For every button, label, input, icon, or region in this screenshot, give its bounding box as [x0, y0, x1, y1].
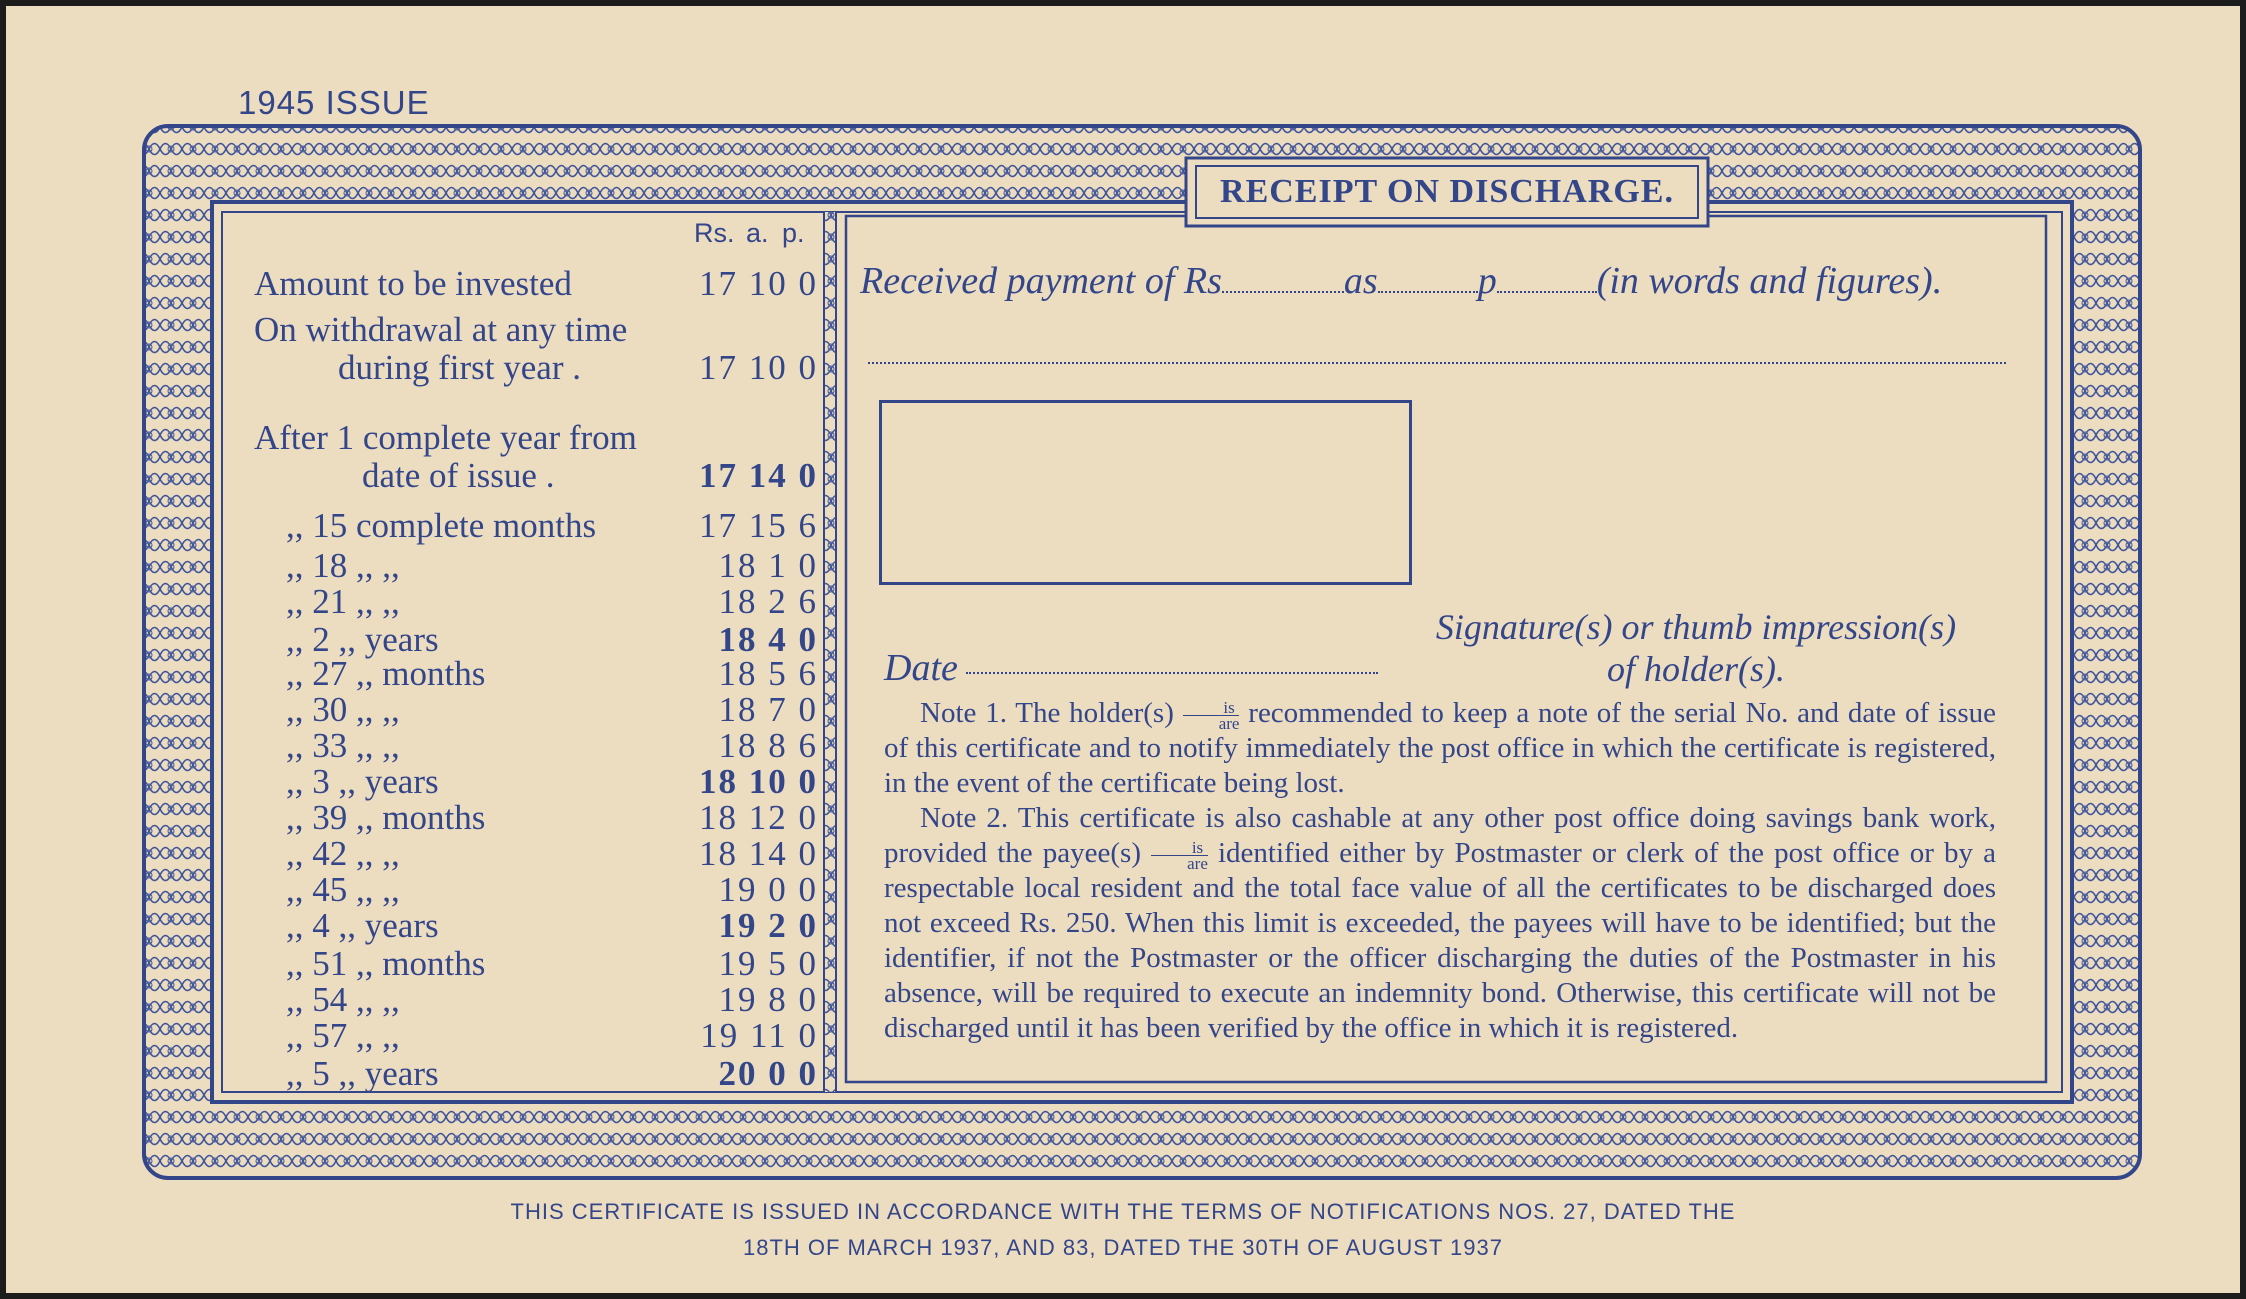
table-row-label: ,, 57 ,, ,,: [286, 1016, 400, 1055]
table-row-amount: 19 5 0: [718, 944, 818, 983]
table-row-amount: 19 8 0: [718, 980, 818, 1019]
footer-notice: [6, 1194, 2240, 1266]
table-row-label: ,, 2 ,, years: [286, 620, 439, 659]
table-row-amount: 18 12 0: [699, 798, 818, 837]
frac-top: is: [1183, 700, 1240, 716]
certificate-card: [6, 6, 2240, 1293]
table-row-amount: 18 5 6: [718, 654, 818, 693]
table-row-label: On withdrawal at any time: [254, 310, 628, 349]
note-1-end: recommended to keep a note of the serial No. and date of issue of this certificate and to notify immediately the post office in which the certificate is registered, in the event of the certificate being lost.: [884, 697, 1996, 799]
column-header-p: p.: [782, 218, 805, 248]
table-row-label: during first year .: [338, 348, 581, 387]
footer-line1: THIS CERTIFICATE IS ISSUED IN ACCORDANCE WITH THE TERMS OF NOTIFICATIONS NOS. 27, DATED THE: [510, 1199, 1736, 1224]
received-payment-line: [860, 259, 1942, 303]
received-as: as: [1343, 260, 1378, 302]
footer-line2: 18TH OF MARCH 1937, AND 83, DATED THE 30TH OF AUGUST 1937: [742, 1235, 1503, 1260]
notes: [884, 696, 1996, 1046]
signature-caption-line2: of holder(s).: [1607, 649, 1785, 689]
table-row-amount: 19 11 0: [700, 1016, 818, 1055]
table-row-label: ,, 33 ,, ,,: [286, 726, 400, 765]
table-row-amount: 18 8 6: [718, 726, 818, 765]
table-row-label: ,, 15 complete months: [286, 506, 597, 545]
table-row-amount: 18 14 0: [699, 834, 818, 873]
table-row-label: ,, 27 ,, months: [286, 654, 486, 693]
table-row-label: ,, 21 ,, ,,: [286, 582, 400, 621]
date-line: [966, 672, 1378, 674]
is-are-fraction: [1183, 697, 1240, 733]
receipt-heading: RECEIPT ON DISCHARGE.: [1220, 173, 1674, 210]
table-row-label: ,, 42 ,, ,,: [286, 834, 400, 873]
table-row-amount: 18 1 0: [718, 546, 818, 585]
table-row-amount: 19 2 0: [718, 906, 818, 945]
table-row-amount: 17 10 0: [699, 264, 818, 303]
table-row-label: After 1 complete year from: [254, 418, 637, 457]
received-p: p: [1477, 260, 1497, 302]
frac-bottom: are: [1218, 713, 1240, 733]
table-row-amount: 18 4 0: [718, 620, 818, 659]
table-row-label: ,, 39 ,, months: [286, 798, 486, 837]
column-header-rs: Rs.: [694, 218, 735, 248]
received-prefix: Received payment of Rs: [860, 260, 1222, 302]
note-2-end: identified either by Postmaster or clerk of the post office or by a respectable local resident and the total face value of all the certificates to be discharged does not exceed Rs. 250. When this limit is exceeded, the payees will have to be identified; but the identifier, if not the Postmaster or the officer discharging the duties of the Postmaster in his absence, will be required to execute an indemnity bond. Otherwise, this certificate will not be discharged until it has been verified by the office in which it is registered.: [884, 837, 1997, 1044]
date-label: Date: [884, 647, 958, 689]
note-1-start: Note 1. The holder(s): [920, 697, 1174, 729]
table-row-label: date of issue .: [362, 456, 555, 495]
note-1: [884, 696, 1996, 801]
signature-caption-line1: Signature(s) or thumb impression(s): [1435, 607, 1957, 647]
note-2: [884, 801, 1996, 1046]
table-row-label: ,, 4 ,, years: [286, 906, 439, 945]
issue-label: 1945 ISSUE: [238, 84, 430, 121]
frac-bottom: are: [1187, 853, 1208, 873]
signature-caption: [1406, 606, 1986, 690]
table-row-label: ,, 51 ,, months: [286, 944, 486, 983]
table-row-amount: 18 7 0: [718, 690, 818, 729]
column-header-a: a.: [746, 218, 769, 248]
table-row-label: ,, 3 ,, years: [286, 762, 439, 801]
table-row-amount: 19 0 0: [718, 870, 818, 909]
table-row-amount: 17 15 6: [699, 506, 818, 545]
table-row-label: Amount to be invested: [254, 264, 572, 303]
is-are-fraction: [1151, 837, 1208, 873]
table-row-label: ,, 54 ,, ,,: [286, 980, 400, 1019]
amount-in-words-line: [868, 362, 2006, 364]
table-row-amount: 18 2 6: [718, 582, 818, 621]
frac-top: is: [1151, 840, 1208, 856]
table-row-label: ,, 30 ,, ,,: [286, 690, 400, 729]
table-row-amount: 17 14 0: [699, 456, 818, 495]
signature-box: [879, 400, 1412, 585]
table-row-label: ,, 45 ,, ,,: [286, 870, 400, 909]
table-row-amount: 17 10 0: [699, 348, 818, 387]
received-suffix: (in words and figures).: [1596, 260, 1943, 302]
table-row-amount: 20 0 0: [718, 1054, 818, 1093]
note-2-start: Note 2. This certificate is also cashable at any other post office doing savings bank work, provided the payee(s): [884, 802, 1996, 869]
table-row-amount: 18 10 0: [699, 762, 818, 801]
table-row-label: ,, 5 ,, years: [286, 1054, 439, 1093]
table-row-label: ,, 18 ,, ,,: [286, 546, 400, 585]
